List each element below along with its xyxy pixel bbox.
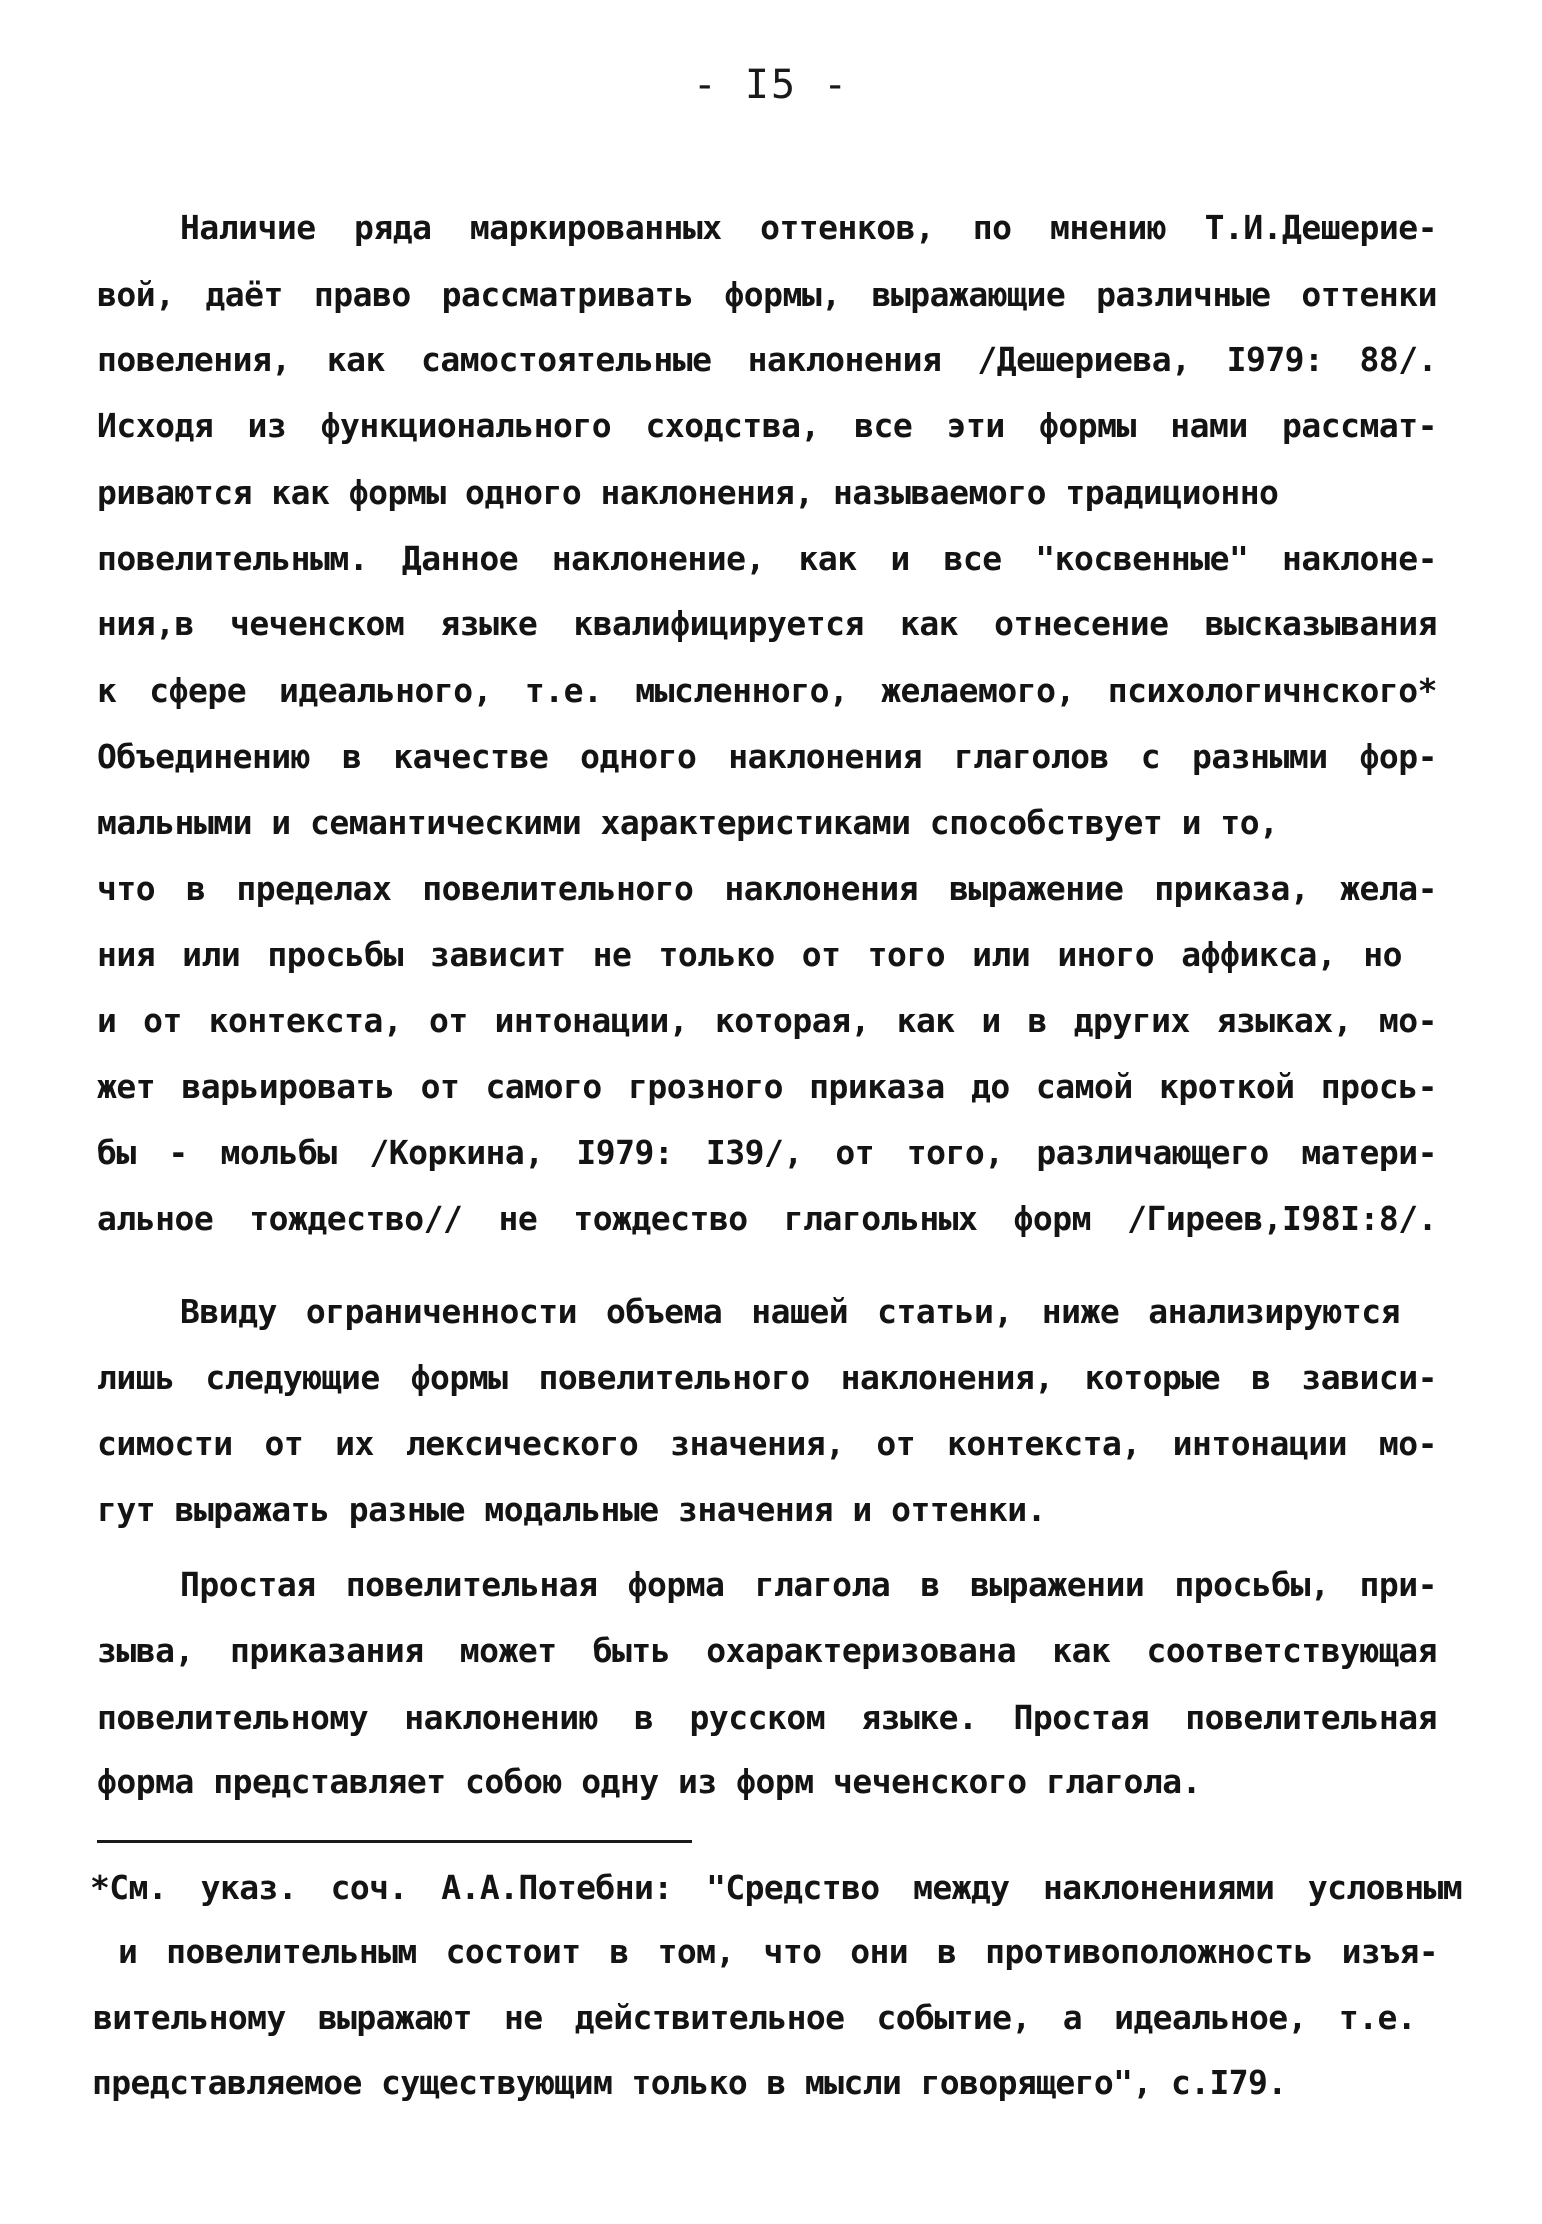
body-line: ния,в чеченском языке квалифицируется как отнесение высказывания: [97, 604, 1437, 643]
footnote-line: *См. указ. соч. А.А.Потебни: "Средство между наклонениями условным: [90, 1868, 1462, 1907]
body-line: риваются как формы одного наклонения, называемого традиционно: [97, 473, 1279, 512]
footnote-line: вительному выражают не действительное событие, а идеальное, т.е.: [93, 1998, 1416, 2037]
body-line: Объединению в качестве одного наклонения глаголов с разными фор-: [97, 737, 1437, 776]
body-line: что в пределах повелительного наклонения выражение приказа, жела-: [97, 869, 1437, 908]
body-line: форма представляет собою одну из форм чеченского глагола.: [97, 1762, 1201, 1801]
body-line: повелительному наклонению в русском языке. Простая повелительная: [97, 1698, 1437, 1737]
footnote-line: и повелительным состоит в том, что они в противоположность изъя-: [118, 1932, 1438, 1971]
body-line: мальными и семантическими характеристиками способствует и то,: [97, 803, 1279, 842]
body-line: Ввиду ограниченности объема нашей статьи, ниже анализируются: [180, 1292, 1400, 1331]
body-line: Исходя из функционального сходства, все эти формы нами рассмат-: [97, 406, 1437, 445]
body-line: повелительным. Данное наклонение, как и все "косвенные" наклоне-: [97, 539, 1437, 578]
body-line: к сфере идеального, т.е. мысленного, желаемого, психологичнского*: [97, 671, 1437, 710]
body-line: и от контекста, от интонации, которая, как и в других языках, мо-: [97, 1001, 1437, 1040]
footnote-divider: [97, 1840, 692, 1843]
body-line: вой, даёт право рассматривать формы, выражающие различные оттенки: [97, 275, 1437, 314]
body-line: гут выражать разные модальные значения и оттенки.: [97, 1490, 1047, 1529]
body-line: ния или просьбы зависит не только от того или иного аффикса, но: [97, 935, 1402, 974]
body-line: лишь следующие формы повелительного наклонения, которые в зависи-: [97, 1358, 1437, 1397]
body-line: Наличие ряда маркированных оттенков, по мнению Т.И.Дешерие-: [180, 208, 1437, 247]
body-line: альное тождество// не тождество глагольных форм /Гиреев,I98I:8/.: [97, 1199, 1437, 1238]
body-line: Простая повелительная форма глагола в выражении просьбы, при-: [180, 1565, 1437, 1604]
body-line: повеления, как самостоятельные наклонения /Дешериева, I979: 88/.: [97, 340, 1437, 379]
body-line: жет варьировать от самого грозного приказа до самой кроткой прось-: [97, 1067, 1437, 1106]
page-number: - I5 -: [692, 62, 850, 108]
body-line: симости от их лексического значения, от контекста, интонации мо-: [97, 1424, 1437, 1463]
body-line: бы - мольбы /Коркина, I979: I39/, от того, различающего матери-: [97, 1133, 1437, 1172]
footnote-line: представляемое существующим только в мысли говорящего", с.I79.: [92, 2063, 1287, 2102]
body-line: зыва, приказания может быть охарактеризована как соответствующая: [97, 1631, 1437, 1670]
